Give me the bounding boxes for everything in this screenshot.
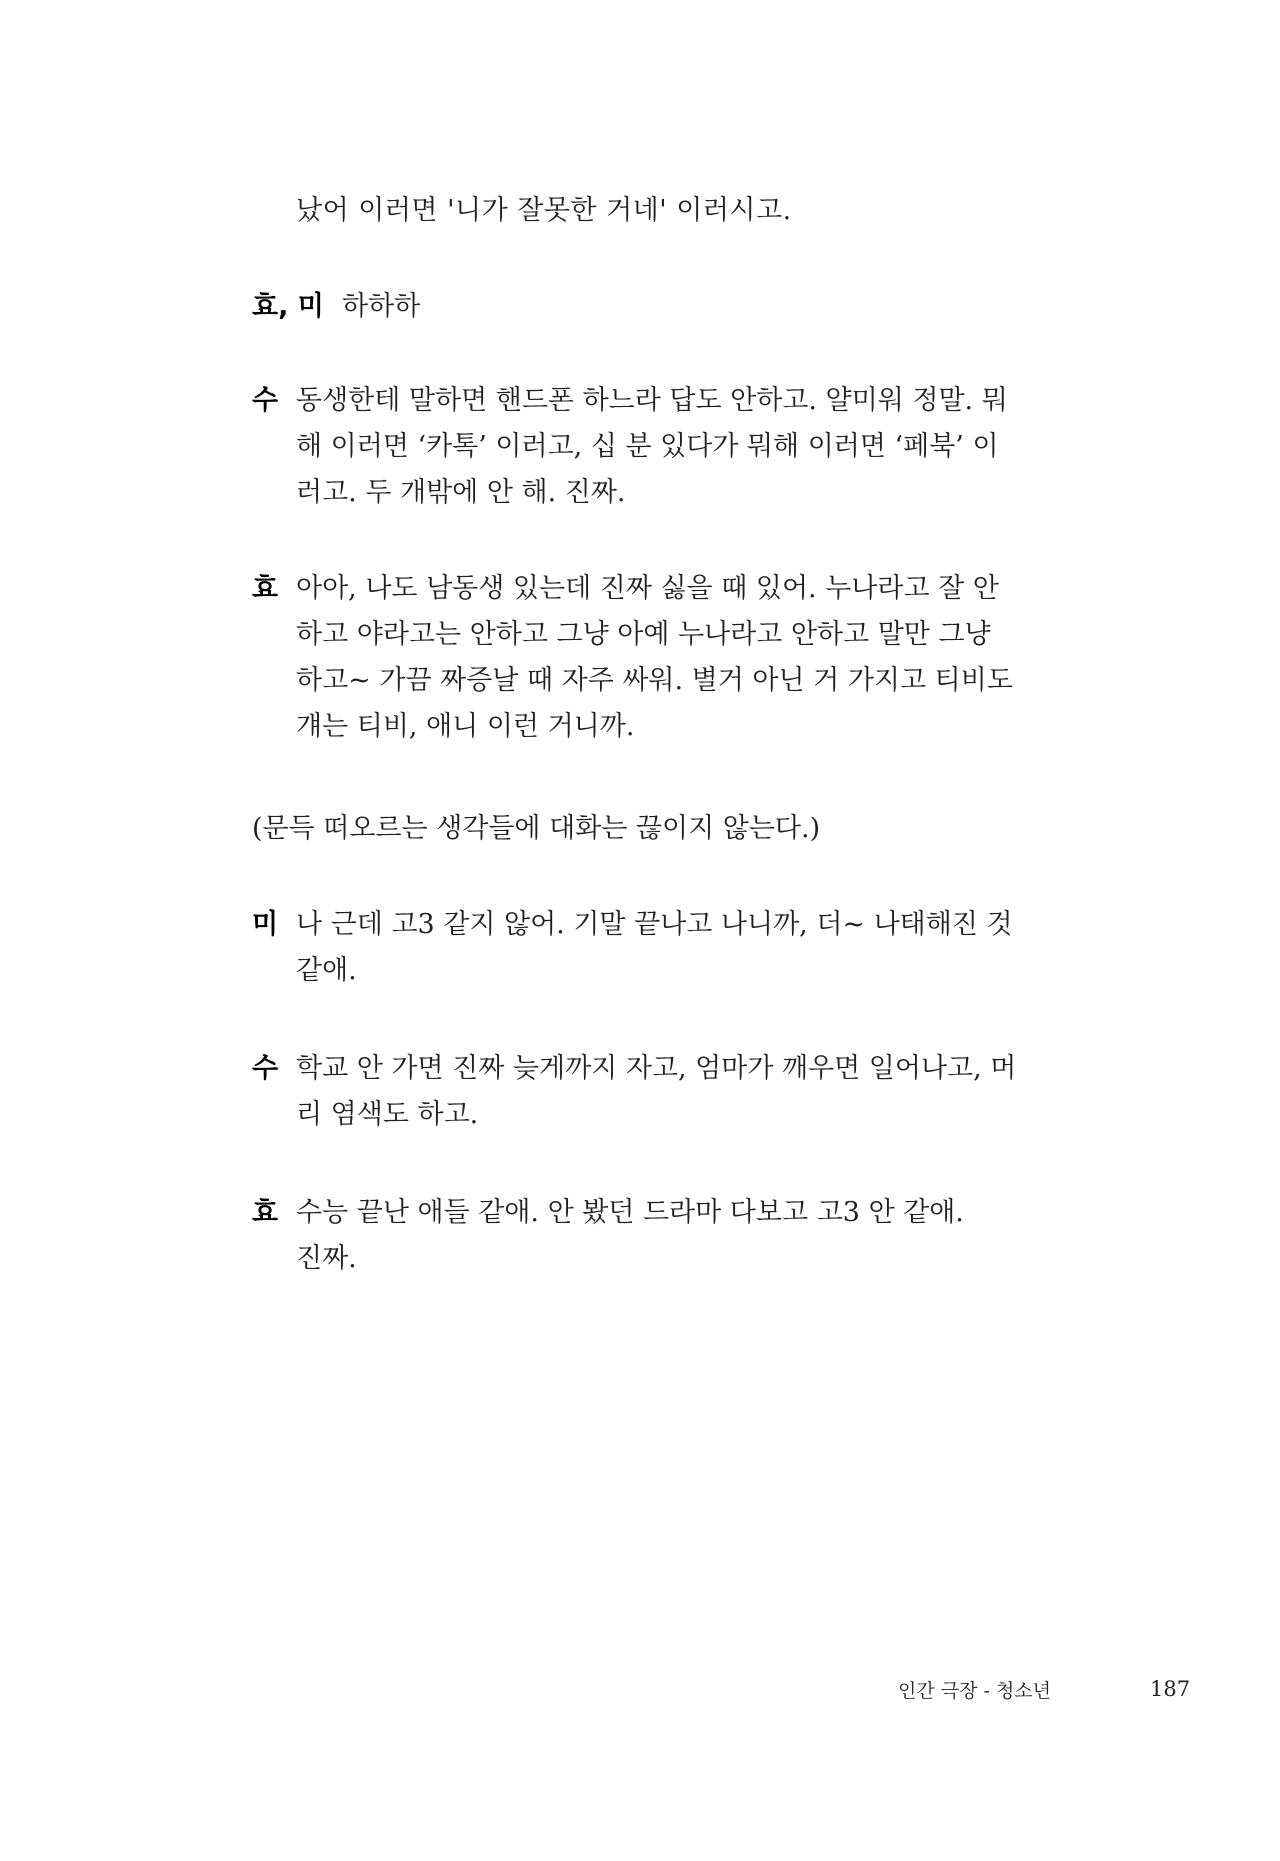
- dialogue-line: 해 이러면 ‘카톡’ 이러고, 십 분 있다가 뭐해 이러면 ‘페북’ 이: [296, 431, 999, 462]
- dialogue-block: [252, 284, 1068, 330]
- dialogue-line: 러고. 두 개밖에 안 해. 진짜.: [296, 477, 626, 508]
- dialogue-line: 하고~ 가끔 짜증날 때 자주 싸워. 별거 아닌 거 가지고 티비도: [296, 665, 1013, 696]
- dialogue-line: 같애.: [296, 955, 357, 986]
- speaker-label: 수: [252, 385, 279, 416]
- stage-direction: [252, 806, 820, 852]
- dialogue-line: 나 근데 고3 같지 않어. 기말 끝나고 나니까, 더~ 나태해진 것: [296, 909, 1013, 940]
- continuation-line: 났어 이러면 '니가 잘못한 거네' 이러시고.: [296, 195, 792, 226]
- speaker-label: 미: [252, 909, 279, 940]
- dialogue-block: [252, 1190, 1068, 1282]
- dialogue-line: 리 염색도 하고.: [296, 1099, 479, 1130]
- speaker-label: 효, 미: [252, 291, 324, 322]
- dialogue-line: 수능 끝난 애들 같애. 안 봤던 드라마 다보고 고3 안 같애.: [296, 1197, 964, 1228]
- stage-direction-text: (문득 떠오르는 생각들에 대화는 끊이지 않는다.): [252, 813, 821, 844]
- speaker-label: 효: [252, 573, 279, 604]
- dialogue-line: 걔는 티비, 애니 이런 거니까.: [296, 711, 635, 742]
- dialogue-block: [252, 902, 1068, 994]
- speaker-label: 수: [252, 1053, 279, 1084]
- continuation-text: [296, 188, 1112, 234]
- dialogue-line: 아아, 나도 남동생 있는데 진짜 싫을 때 있어. 누나라고 잘 안: [296, 573, 999, 604]
- dialogue-line: 진짜.: [296, 1243, 357, 1274]
- dialogue-line: 하하하: [342, 291, 421, 322]
- speaker-label: 효: [252, 1197, 279, 1228]
- dialogue-line: 학교 안 가면 진짜 늦게까지 자고, 엄마가 깨우면 일어나고, 머: [296, 1053, 1017, 1084]
- dialogue-block: [252, 566, 1068, 750]
- page-number: 187: [1150, 1677, 1191, 1701]
- dialogue-block: [252, 378, 1068, 516]
- dialogue-line: 동생한테 말하면 핸드폰 하느라 답도 안하고. 얄미워 정말. 뭐: [296, 385, 1008, 416]
- dialogue-line: 하고 야라고는 안하고 그냥 아예 누나라고 안하고 말만 그냥: [296, 619, 991, 650]
- running-footer-title: 인간 극장 - 청소년: [898, 1680, 1052, 1702]
- dialogue-block: [252, 1046, 1068, 1138]
